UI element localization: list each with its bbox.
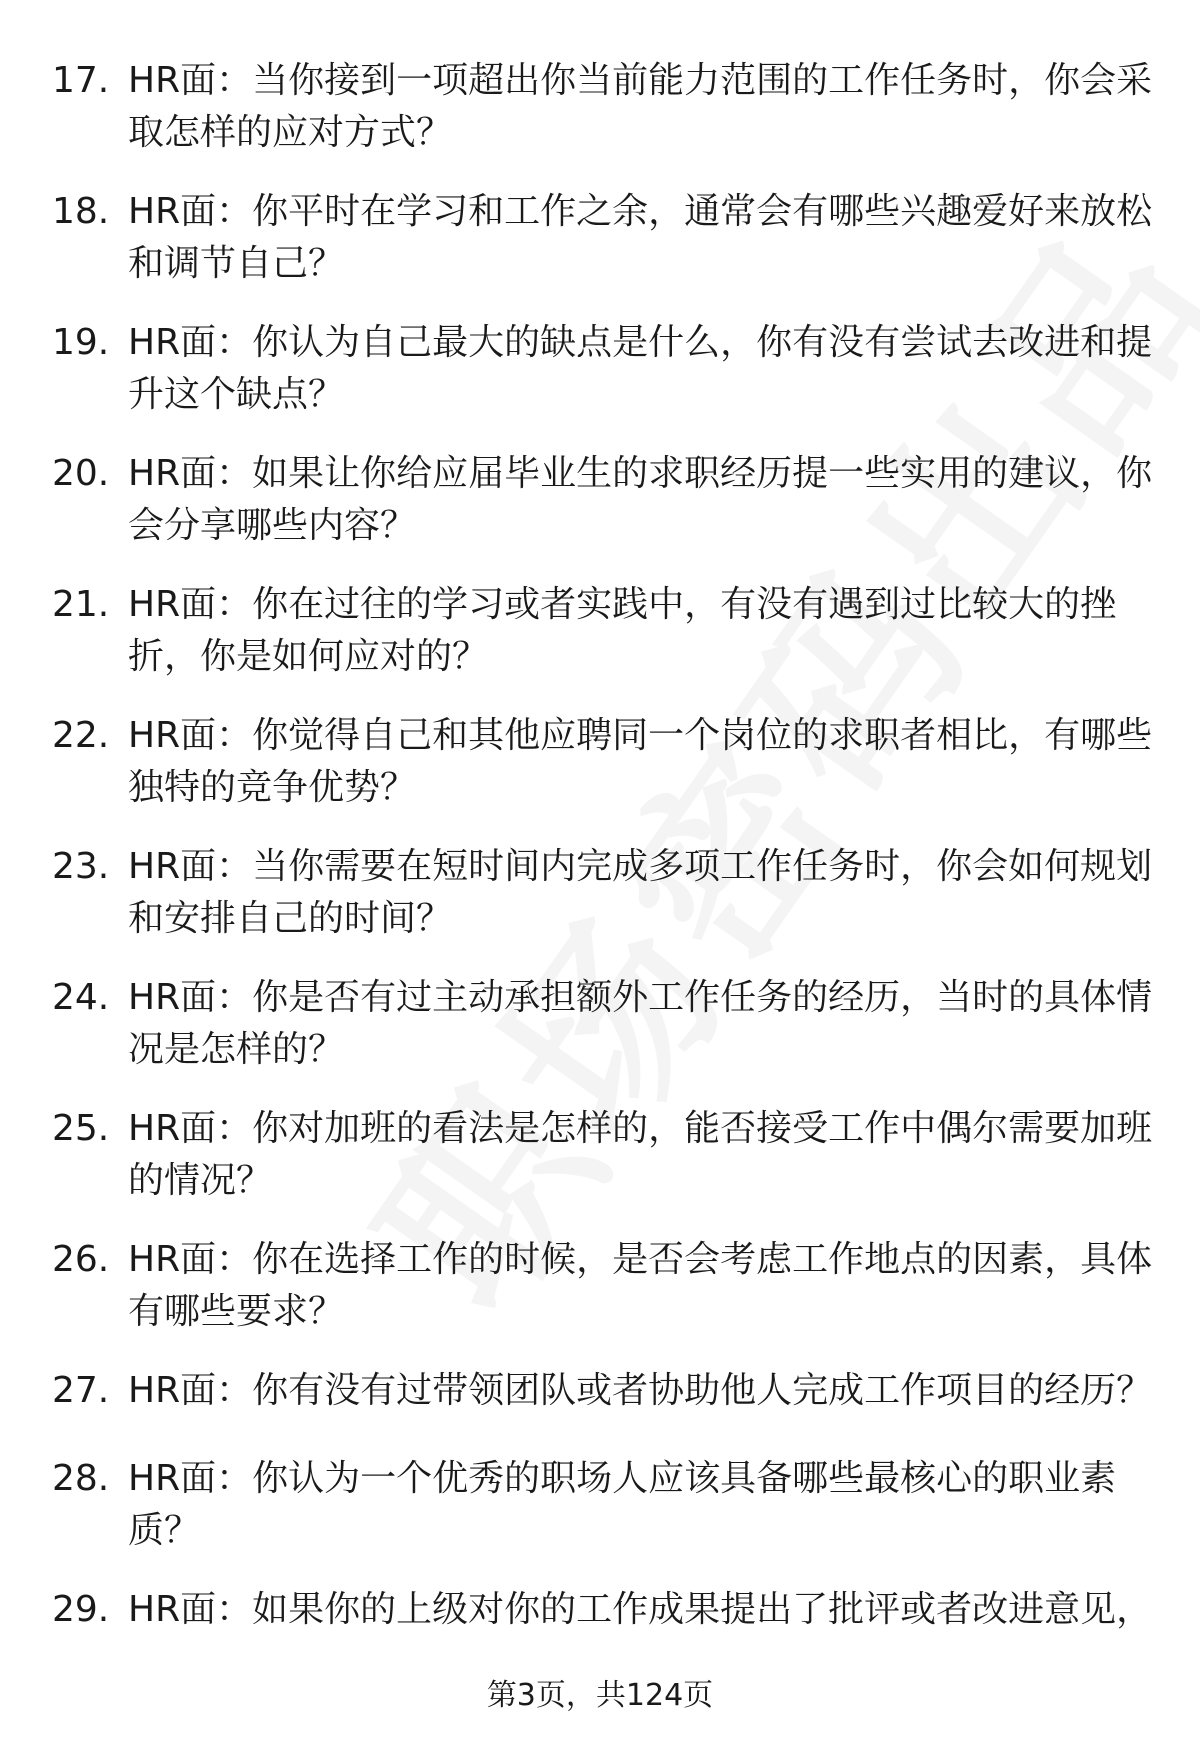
question-text: HR面：你认为一个优秀的职场人应该具备哪些最核心的职业素质？ <box>128 1458 1117 1551</box>
question-number: 20. <box>52 453 110 494</box>
question-number: 22. <box>52 715 110 756</box>
question-item <box>0 186 1200 317</box>
question-item <box>0 1584 1200 1672</box>
question-number: 24. <box>52 977 110 1018</box>
question-number: 26. <box>52 1239 110 1280</box>
question-text: HR面：你平时在学习和工作之余，通常会有哪些兴趣爱好来放松和调节自己？ <box>128 191 1153 284</box>
question-item <box>0 579 1200 710</box>
question-item <box>0 1365 1200 1453</box>
question-number: 19. <box>52 322 110 363</box>
question-item <box>0 317 1200 448</box>
question-number: 29. <box>52 1589 110 1630</box>
question-item <box>0 448 1200 579</box>
page-footer: 第3页，共124页 <box>486 1678 714 1713</box>
question-number: 23. <box>52 846 110 887</box>
question-number: 27. <box>52 1370 110 1411</box>
question-item <box>0 841 1200 972</box>
question-text: HR面：你是否有过主动承担额外工作任务的经历，当时的具体情况是怎样的？ <box>128 977 1153 1070</box>
question-item <box>0 1453 1200 1584</box>
question-number: 25. <box>52 1108 110 1149</box>
question-text: HR面：你在过往的学习或者实践中，有没有遇到过比较大的挫折，你是如何应对的？ <box>128 584 1117 677</box>
question-list <box>0 55 1200 1672</box>
question-text: HR面：当你需要在短时间内完成多项工作任务时，你会如何规划和安排自己的时间？ <box>128 846 1153 939</box>
question-item <box>0 972 1200 1103</box>
question-item <box>0 710 1200 841</box>
question-text: HR面：你有没有过带领团队或者协助他人完成工作项目的经历？ <box>128 1370 1153 1411</box>
question-text: HR面：当你接到一项超出你当前能力范围的工作任务时，你会采取怎样的应对方式？ <box>128 60 1153 153</box>
question-number: 21. <box>52 584 110 625</box>
question-item <box>0 55 1200 186</box>
question-text: HR面：如果让你给应届毕业生的求职经历提一些实用的建议，你会分享哪些内容？ <box>128 453 1153 546</box>
question-text: HR面：你觉得自己和其他应聘同一个岗位的求职者相比，有哪些独特的竞争优势？ <box>128 715 1153 808</box>
question-number: 28. <box>52 1458 110 1499</box>
question-item <box>0 1103 1200 1234</box>
question-text: HR面：你在选择工作的时候，是否会考虑工作地点的因素，具体有哪些要求？ <box>128 1239 1153 1332</box>
question-number: 17. <box>52 60 110 101</box>
question-text: HR面：你认为自己最大的缺点是什么，你有没有尝试去改进和提升这个缺点？ <box>128 322 1153 415</box>
question-text: HR面：你对加班的看法是怎样的，能否接受工作中偶尔需要加班的情况？ <box>128 1108 1153 1201</box>
question-item <box>0 1234 1200 1365</box>
question-text: HR面：如果你的上级对你的工作成果提出了批评或者改进意见， <box>128 1589 1153 1630</box>
question-number: 18. <box>52 191 110 232</box>
